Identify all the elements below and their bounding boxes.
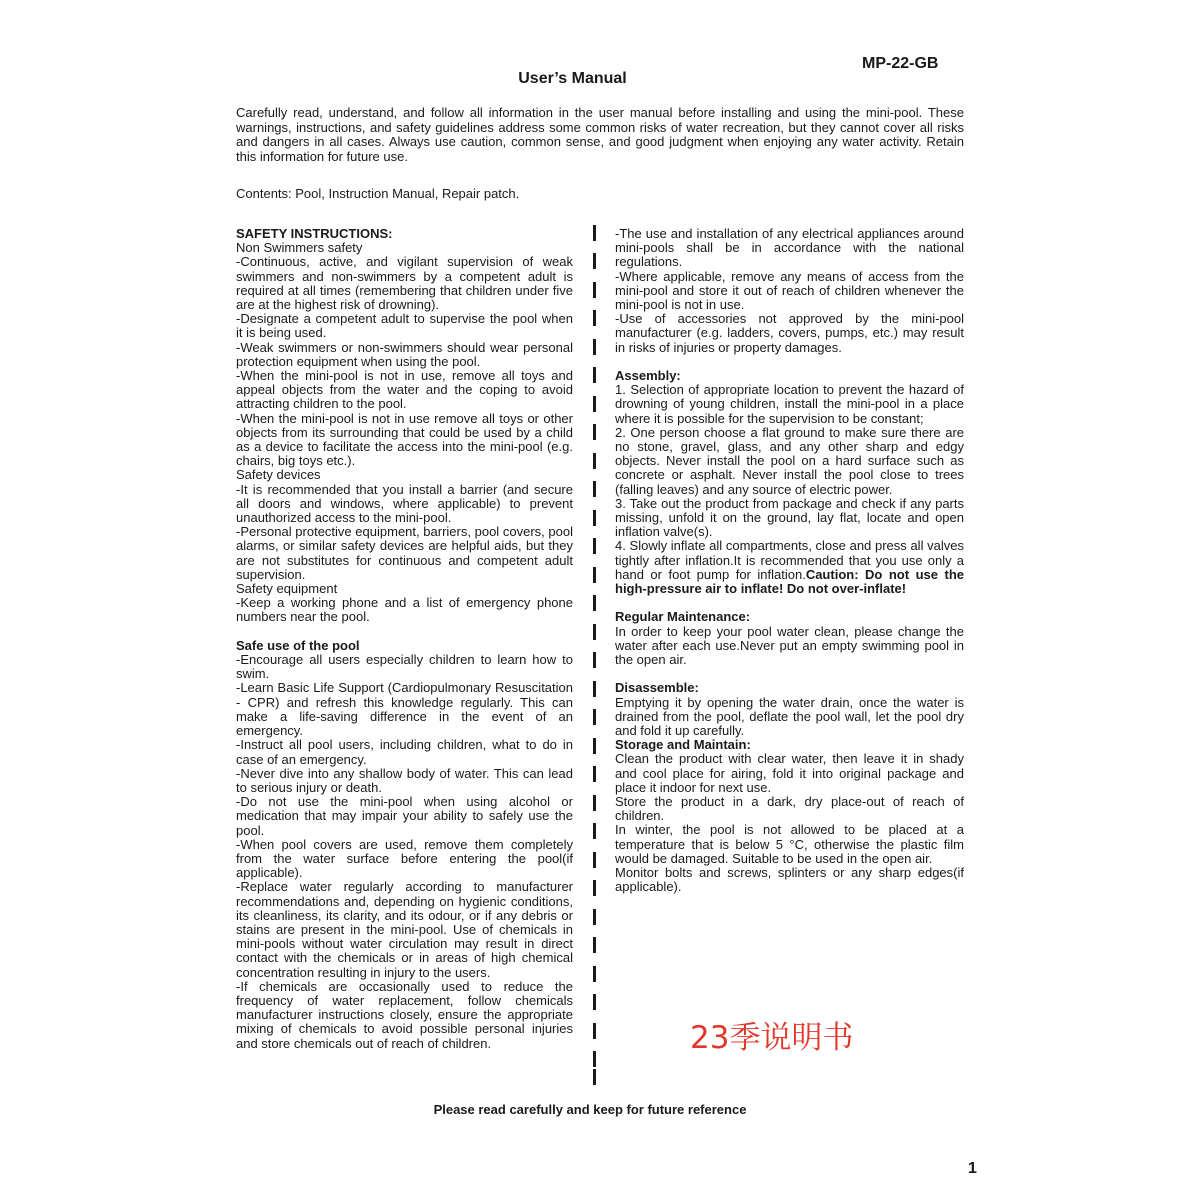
paragraph: -Keep a working phone and a list of emergency phone numbers near the pool. <box>236 595 573 625</box>
paragraph: -Continuous, active, and vigilant supervision of weak swimmers and non-swimmers by a competent adult is required at all times (remembering that children under five are at the highest risk of drowning). <box>236 254 573 313</box>
paragraph: In winter, the pool is not allowed to be placed at a temperature that is below 5 °C, otherwise the plastic film would be damaged. Suitable to be used in the open air. <box>615 822 964 866</box>
paragraph <box>615 539 964 596</box>
paragraph: Monitor bolts and screws, splinters or any sharp edges(if applicable). <box>615 865 964 895</box>
paragraph: -It is recommended that you install a barrier (and secure all doors and windows, where applicable) to prevent unauthorized access to the mini-pool. <box>236 481 573 526</box>
page-number: 1 <box>968 1160 977 1177</box>
paragraph: -Encourage all users especially children to learn how to swim. <box>236 652 573 682</box>
assembly-step-4: 4. Slowly inflate all compartments, close and press all valves tightly after inflation.It is recommended that you use only a hand or foot pump for inflation. <box>615 538 964 582</box>
paragraph: 2. One person choose a flat ground to make sure there are no stone, gravel, glass, and any other sharp and edgy objects. Never install the pool on a hard surface such as concrete or asphalt. Never install the pool close to trees (falling leaves) and any source of electric power. <box>615 424 964 497</box>
paragraph: -Learn Basic Life Support (Cardiopulmonary Resuscitation - CPR) and refresh this knowledge regularly. This can make a life-saving difference in the event of an emergency. <box>236 680 573 739</box>
paragraph: 3. Take out the product from package and check if any parts missing, unfold it on the ground, lay flat, locate and open inflation valve(s). <box>615 495 964 540</box>
contents-line: Contents: Pool, Instruction Manual, Repair patch. <box>236 186 520 201</box>
disassemble-heading: Disassemble: <box>615 680 699 696</box>
paragraph: -Weak swimmers or non-swimmers should wear personal protection equipment when using the pool. <box>236 339 573 369</box>
paragraph: -The use and installation of any electrical appliances around mini-pools shall be in accordance with the national regulations. <box>615 226 964 270</box>
paragraph: -When the mini-pool is not in use remove all toys or other objects from its surrounding that could be used by a child as a device to facilitate the access into the mini-pool (e.g. chairs, big toys etc.). <box>236 410 573 469</box>
version-stamp: 23季说明书 <box>690 1020 854 1056</box>
paragraph: -Designate a competent adult to supervise the pool when it is being used. <box>236 311 573 341</box>
paragraph: -Never dive into any shallow body of water. This can lead to serious injury or death. <box>236 765 573 795</box>
paragraph: -When pool covers are used, remove them completely from the water surface before entering the pool(if applicable). <box>236 836 573 881</box>
paragraph: -Use of accessories not approved by the mini-pool manufacturer (e.g. ladders, covers, pumps, etc.) may result in risks of injuries or property damages. <box>615 311 964 355</box>
safety-heading: SAFETY INSTRUCTIONS: <box>236 226 393 241</box>
model-number: MP-22-GB <box>862 55 939 72</box>
safety-devices-heading: Safety devices <box>236 467 321 483</box>
footer-note: Please read carefully and keep for future reference <box>433 1102 747 1117</box>
paragraph: -Replace water regularly according to manufacturer recommendations and, depending on hygienic conditions, its cleanliness, its clarity, and its odour, or if any debris or stains are present in the mini-pool. Use of chemicals in mini-pools without water circulation may result in direct contact with the chemicals or in areas of high chemical concentration resulting in injury to the users. <box>236 879 573 980</box>
paragraph: Emptying it by opening the water drain, once the water is drained from the pool, deflate the pool wall, let the pool dry and fold it up carefully. <box>615 694 964 739</box>
assembly-heading: Assembly: <box>615 368 681 384</box>
paragraph: 1. Selection of appropriate location to prevent the hazard of drowning of young children, install the mini-pool in a place where it is possible for the supervision to be constant; <box>615 382 964 426</box>
safe-use-heading: Safe use of the pool <box>236 637 360 653</box>
column-divider <box>593 225 596 1085</box>
paragraph: -Where applicable, remove any means of access from the mini-pool and store it out of reach of children whenever the mini-pool is not in use. <box>615 268 964 313</box>
paragraph: Clean the product with clear water, then leave it in shady and cool place for airing, fold it into original package and place it indoor for next use. <box>615 751 964 795</box>
paragraph: -Instruct all pool users, including children, what to do in case of an emergency. <box>236 737 573 767</box>
paragraph: -Do not use the mini-pool when using alcohol or medication that may impair your ability to safely use the pool. <box>236 794 573 838</box>
maintenance-heading: Regular Maintenance: <box>615 609 751 625</box>
paragraph: -When the mini-pool is not in use, remove all toys and appeal objects from the water and the coping to avoid attracting children to the pool. <box>236 368 573 412</box>
paragraph: Store the product in a dark, dry place-out of reach of children. <box>615 794 964 824</box>
intro-paragraph: Carefully read, understand, and follow all information in the user manual before installing and using the mini-pool. These warnings, instructions, and safety guidelines address some common risks of water recreation, but they cannot cover all risks and dangers in all cases. Always use caution, common sense, and good judgment when enjoying any water activity. Retain this information for future use. <box>236 105 964 164</box>
paragraph: -If chemicals are occasionally used to reduce the frequency of water replacement, follow chemicals manufacturer instructions closely, ensure the appropriate mixing of chemicals to avoid possible personal injuries and store chemicals out of reach of children. <box>236 978 573 1051</box>
paragraph: In order to keep your pool water clean, please change the water after each use.Never put an empty swimming pool in the open air. <box>615 623 964 668</box>
page-title: User’s Manual <box>518 70 627 87</box>
right-column <box>615 227 964 895</box>
storage-heading: Storage and Maintain: <box>615 737 751 753</box>
safety-equipment-heading: Safety equipment <box>236 581 338 597</box>
non-swimmers-heading: Non Swimmers safety <box>236 240 363 256</box>
left-column <box>236 227 573 1051</box>
caution-text: Caution: Do not use the high-pressure air to inflate! Do not over-inflate! <box>615 566 964 597</box>
paragraph: -Personal protective equipment, barriers, pool covers, pool alarms, or similar safety devices are helpful aids, but they are not substitutes for continuous and competent adult supervision. <box>236 524 573 582</box>
